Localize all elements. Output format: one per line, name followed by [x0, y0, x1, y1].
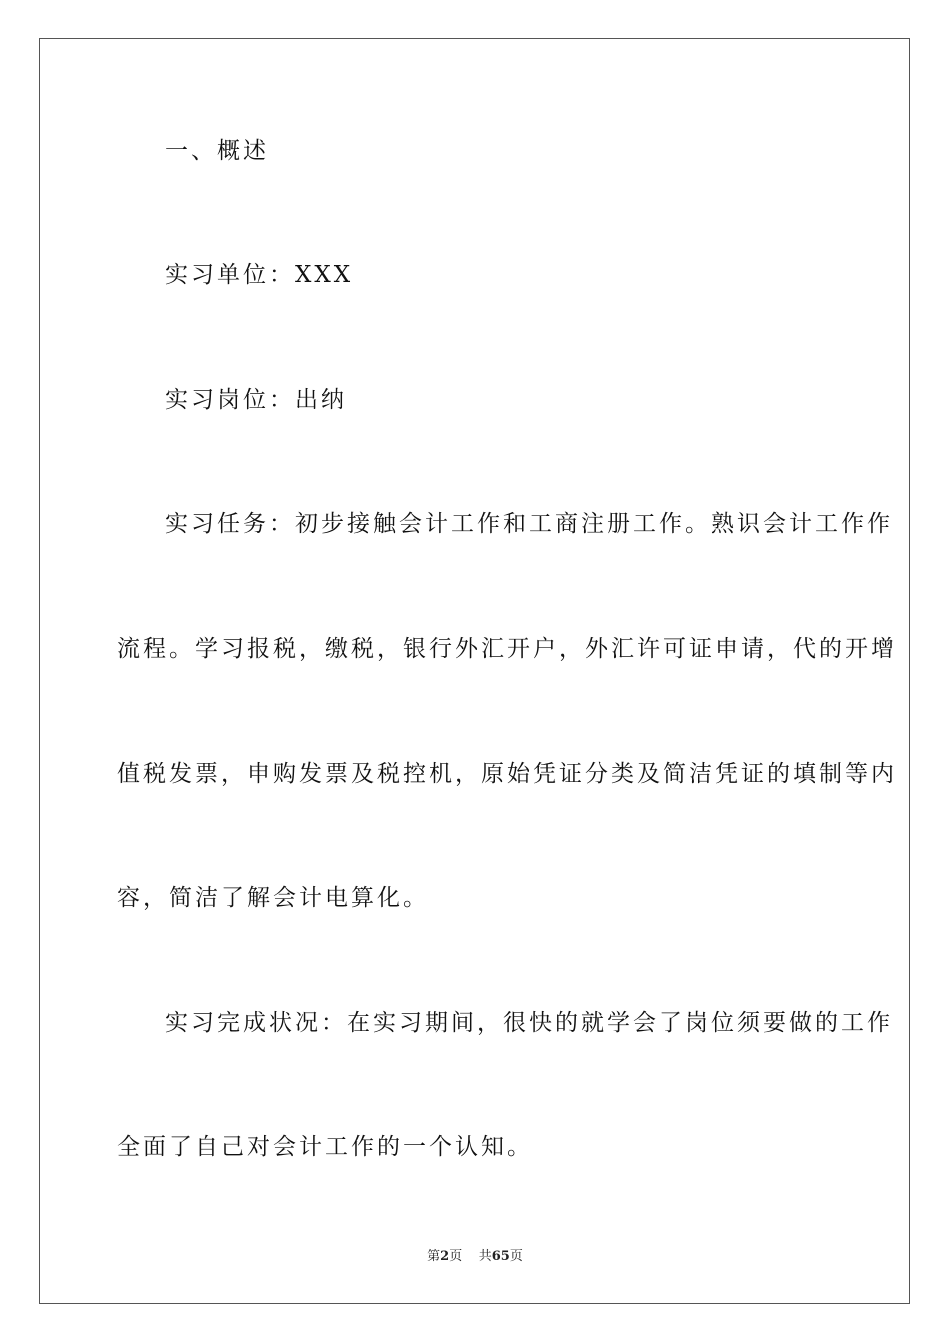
internship-unit: 实习单位：XXX [165, 262, 354, 288]
page-frame [39, 38, 910, 1304]
page-total: 65 [491, 1249, 510, 1264]
page-suffix: 页 [449, 1249, 463, 1264]
task-line-3: 值税发票，申购发票及税控机，原始凭证分类及简洁凭证的填制等内 [117, 761, 897, 787]
task-line-1: 实习任务：初步接触会计工作和工商注册工作。熟识会计工作作 [165, 511, 893, 537]
page-current: 2 [440, 1249, 450, 1264]
task-line-2: 流程。学习报税，缴税，银行外汇开户，外汇许可证申请，代的开增 [117, 636, 897, 662]
page-prefix: 第 [427, 1249, 441, 1264]
internship-position: 实习岗位：出纳 [165, 387, 347, 413]
section-heading: 一、概述 [165, 138, 269, 164]
page-footer [0, 1248, 950, 1266]
task-line-4: 容，简洁了解会计电算化。 [117, 885, 429, 911]
total-suffix: 页 [509, 1249, 523, 1264]
completion-line-1: 实习完成状况：在实习期间，很快的就学会了岗位须要做的工作 [165, 1010, 893, 1036]
completion-line-2: 全面了自己对会计工作的一个认知。 [117, 1134, 533, 1160]
total-prefix: 共 [478, 1249, 492, 1264]
